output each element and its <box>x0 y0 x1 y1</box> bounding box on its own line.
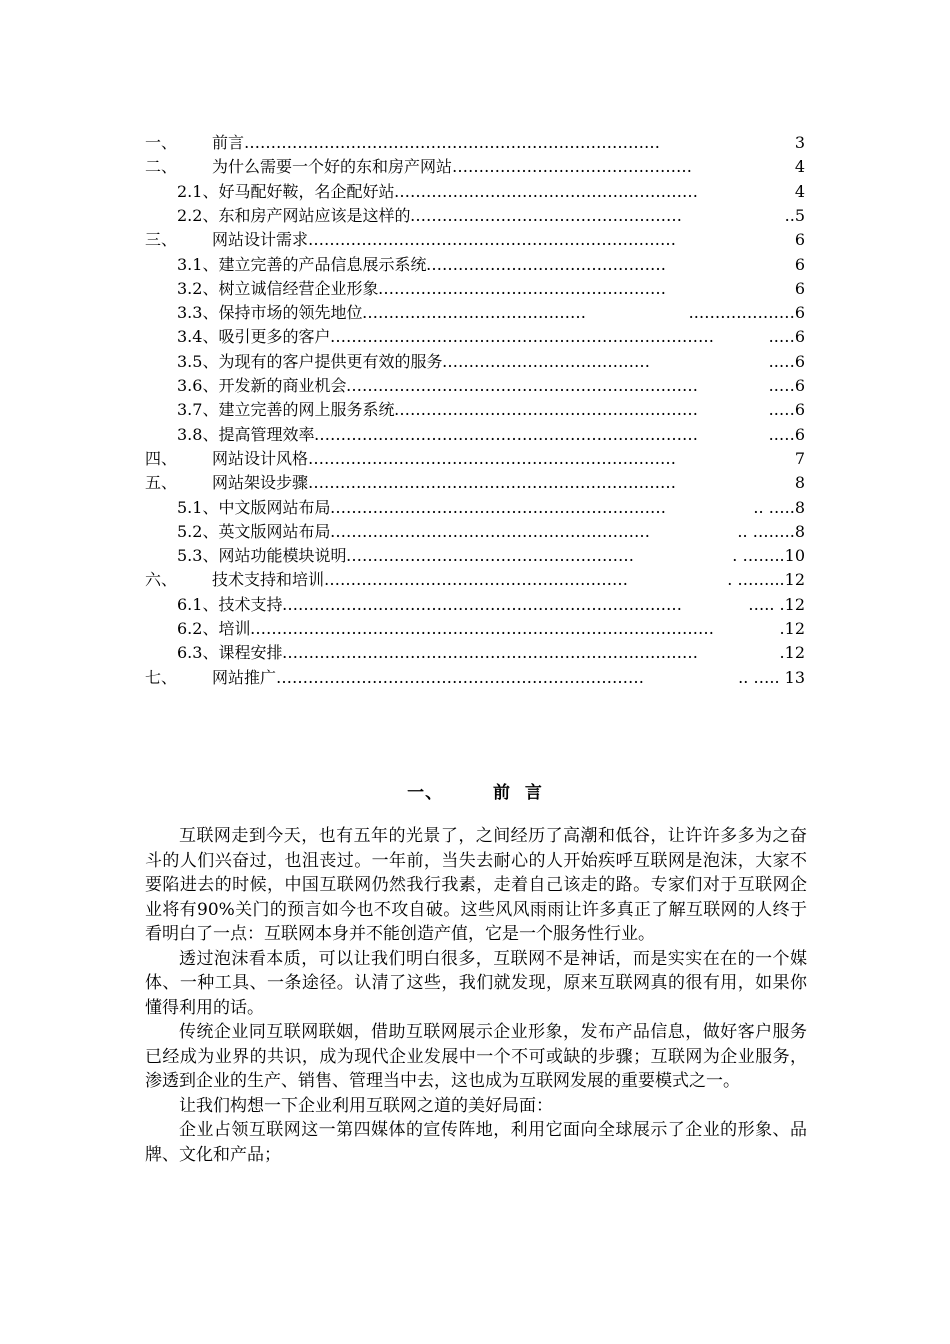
toc-row <box>0 155 950 179</box>
toc-row <box>0 617 950 641</box>
toc-page-number: .12 <box>779 643 805 663</box>
toc-page-number: 4 <box>794 157 805 177</box>
toc-page-number: 3 <box>794 133 805 152</box>
toc-leader: …………………………………… <box>362 303 586 323</box>
section-heading-number: 一、 <box>407 783 444 803</box>
toc-row <box>0 180 950 204</box>
toc-title: 6.3、课程安排 <box>177 643 283 663</box>
toc-row <box>0 350 950 374</box>
toc-page-number: .. ……..8 <box>737 521 805 541</box>
paragraph: 互联网走到今天，也有五年的光景了，之间经历了高潮和低谷，让许许多多为之奋斗的人们兴奋过，也沮丧过。一年前，当失去耐心的人开始疾呼互联网是泡沫，大家不要陷进去的时候，中国互联网仍然我行我素，走着自己该走的路。专家们对于互联网企业将有90%关门的预言如今也不攻自破。这些风风雨雨让许多真正了解互联网的人终于看明白了一点：互联网本身并不能创造产值，它是一个服务性行业。 <box>145 826 807 944</box>
toc-leader: ……………………………………………… <box>378 278 666 298</box>
toc-leader: ……………………………………………………… <box>330 497 666 517</box>
toc-row <box>0 447 950 471</box>
toc-row <box>0 228 950 252</box>
toc-title: 2.1、好马配好鞍，名企配好站 <box>177 181 395 201</box>
toc-leader: ……………………………………… <box>426 254 666 274</box>
toc-leader: ……………………………………………………………… <box>330 327 714 347</box>
toc-leader: ……………………………………………………………… <box>314 424 698 444</box>
toc-page-number: 6 <box>794 278 805 298</box>
toc-page-number: ..5 <box>784 205 805 225</box>
toc-page-number: .. ….. 13 <box>738 667 805 687</box>
toc-row <box>0 544 950 568</box>
toc-title: 6.2、培训 <box>177 619 251 638</box>
toc-row <box>0 398 950 422</box>
toc-title: 3.6、开发新的商业机会 <box>177 376 347 395</box>
toc-page-number: ..…6 <box>768 376 805 395</box>
toc-number: 七、 <box>145 667 178 687</box>
toc-title: 技术支持和培训 <box>212 570 325 590</box>
toc-title: 3.8、提高管理效率 <box>177 424 315 444</box>
toc-title: 3.7、建立完善的网上服务系统 <box>177 400 395 420</box>
toc-number: 六、 <box>145 570 178 590</box>
toc-page-number: . ……...12 <box>727 570 805 590</box>
toc-number: 三、 <box>145 230 178 250</box>
toc-leader: …………………………………………………………… <box>308 230 676 250</box>
toc-title: 3.1、建立完善的产品信息展示系统 <box>177 254 427 274</box>
toc-row <box>0 325 950 349</box>
body-text <box>145 824 807 1167</box>
toc-leader: ………………………………………………… <box>324 570 628 590</box>
toc-leader: ……………………………………………… <box>346 546 634 566</box>
toc-row <box>0 301 950 325</box>
toc-leader: …………………………………………………………………………… <box>250 619 714 638</box>
toc-page-number: 6 <box>794 230 805 250</box>
toc-number: 一、 <box>145 133 178 152</box>
toc-leader: …………………………………………………… <box>330 521 650 541</box>
toc-page-number: 4 <box>794 181 805 201</box>
toc-row <box>0 423 950 447</box>
toc-leader: ………………………………………………………… <box>346 376 698 395</box>
toc-page-number: ..…6 <box>768 400 805 420</box>
toc-leader: …………………………………………………………………… <box>244 133 660 152</box>
toc-row <box>0 666 950 690</box>
toc-leader: ………………………………………………………………… <box>282 594 682 614</box>
toc-title: 网站设计需求 <box>212 230 309 250</box>
toc-leader: …………………………………………… <box>410 205 682 225</box>
section-heading <box>0 778 950 803</box>
toc-page-number: 6 <box>794 254 805 274</box>
toc-row <box>0 496 950 520</box>
toc-title: 3.4、吸引更多的客户 <box>177 327 331 347</box>
toc-row <box>0 374 950 398</box>
toc-title: 3.5、为现有的客户提供更有效的服务 <box>177 351 443 371</box>
toc-number: 四、 <box>145 448 178 468</box>
toc-row <box>0 471 950 495</box>
toc-leader: ………………………………………………… <box>394 181 698 201</box>
toc-title: 前言 <box>212 133 245 152</box>
toc-title: 网站设计风格 <box>212 448 309 468</box>
toc-row <box>0 593 950 617</box>
toc-title: 3.2、树立诚信经营企业形象 <box>177 278 379 298</box>
toc-title: 网站架设步骤 <box>212 473 309 493</box>
toc-title: 3.3、保持市场的领先地位 <box>177 303 363 323</box>
toc-page-number: ..…6 <box>768 351 805 371</box>
toc-row <box>0 253 950 277</box>
toc-row <box>0 204 950 228</box>
toc-page-number: ..…6 <box>768 327 805 347</box>
toc-title: 5.3、网站功能模块说明 <box>177 546 347 566</box>
paragraph: 透过泡沫看本质，可以让我们明白很多，互联网不是神话，而是实实在在的一个媒体、一种工具、一条途径。认清了这些，我们就发现，原来互联网真的很有用，如果你懂得利用的话。 <box>145 948 807 1018</box>
paragraph: 企业占领互联网这一第四媒体的宣传阵地，利用它面向全球展示了企业的形象、品牌、文化和产品； <box>145 1120 807 1165</box>
paragraph: 让我们构想一下企业利用互联网之道的美好局面： <box>179 1095 553 1116</box>
toc-page-number: 7 <box>794 448 805 468</box>
toc-leader: …………………………………………………………………… <box>282 643 698 663</box>
toc-title: 网站推广 <box>212 667 277 687</box>
toc-row <box>0 131 950 155</box>
toc-leader: …………………………………………………………… <box>276 667 644 687</box>
toc-title: 5.2、英文版网站布局 <box>177 521 331 541</box>
toc-page-number: 8 <box>794 473 805 493</box>
toc-page-number: . ……..10 <box>732 546 805 566</box>
toc-leader: ……………………………………… <box>452 157 692 177</box>
toc-title: 6.1、技术支持 <box>177 594 283 614</box>
toc-leader: …………………………………………………………… <box>308 448 676 468</box>
toc-number: 二、 <box>145 157 178 177</box>
section-heading-title: 前 言 <box>493 783 543 803</box>
toc-leader: ………………………………………………… <box>394 400 698 420</box>
toc-leader: …………………………………………………………… <box>308 473 676 493</box>
toc-page-number: ..…6 <box>768 424 805 444</box>
toc-row <box>0 641 950 665</box>
toc-row <box>0 520 950 544</box>
toc-number: 五、 <box>145 473 178 493</box>
toc-page-number: .. …..8 <box>753 497 805 517</box>
toc-page-number: .12 <box>779 619 805 638</box>
paragraph: 传统企业同互联网联姻，借助互联网展示企业形象，发布产品信息，做好客户服务已经成为业界的共识，成为现代企业发展中一个不可或缺的步骤；互联网为企业服务，渗透到企业的生产、销售、管理当中去，这也成为互联网发展的重要模式之一。 <box>145 1022 807 1091</box>
toc-row <box>0 568 950 592</box>
toc-leader: ………………………………… <box>442 351 650 371</box>
toc-page-number: ….. .12 <box>748 594 805 614</box>
toc-page-number: ..………………6 <box>688 303 805 323</box>
toc-row <box>0 277 950 301</box>
toc-title: 为什么需要一个好的东和房产网站 <box>212 157 453 177</box>
toc-title: 5.1、中文版网站布局 <box>177 497 331 517</box>
toc-title: 2.2、东和房产网站应该是这样的 <box>177 205 411 225</box>
